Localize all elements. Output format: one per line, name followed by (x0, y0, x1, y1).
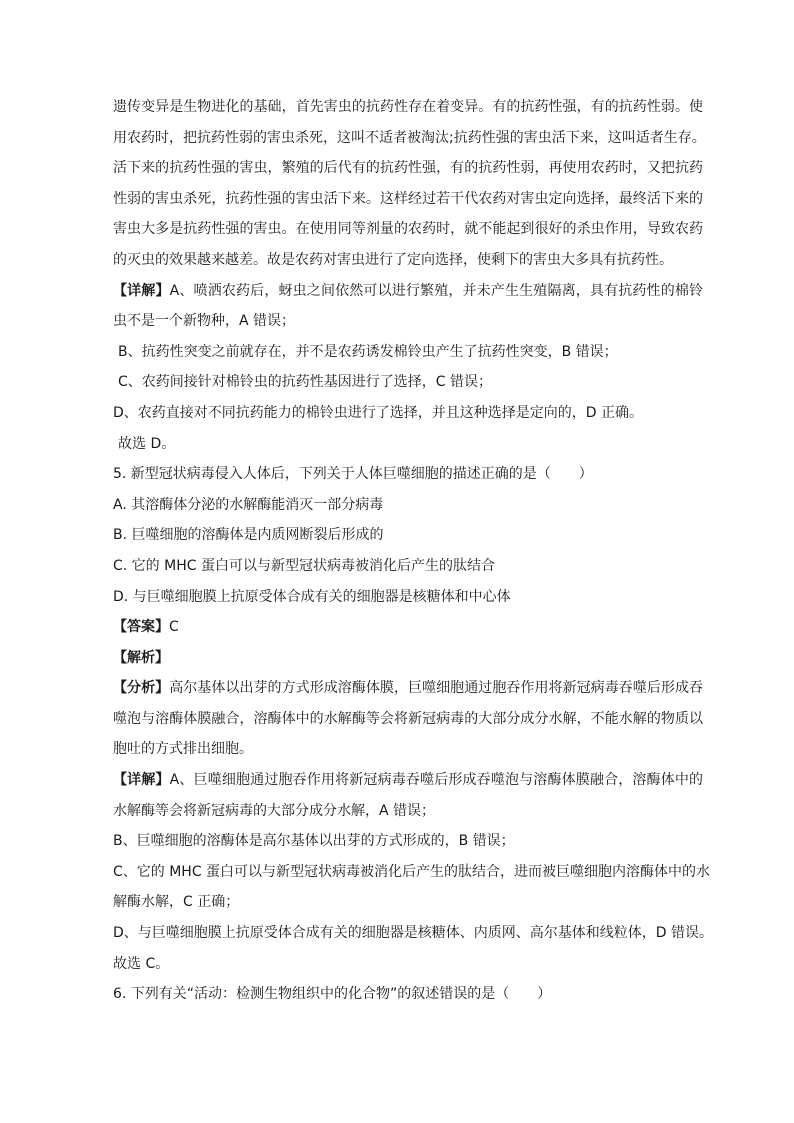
q4-detail-line (113, 282, 703, 300)
detail-tag: 【详解】 (113, 772, 170, 789)
text-line: 活下来的抗药性强的害虫，繁殖的后代有的抗药性强，有的抗药性弱，再使用农药时，又把抗药 (113, 160, 703, 177)
q5-detail-line: 水解酶等会将新冠病毒的大部分成分水解，A 错误； (113, 802, 436, 819)
q5-analysis-line: 胞吐的方式排出细胞。 (113, 741, 253, 758)
q5-detail-line: 解酶水解，C 正确； (113, 894, 240, 911)
text-line: 用农药时，把抗药性弱的害虫杀死，这叫不适者被淘汰;抗药性强的害虫活下来，这叫适者生存。 (113, 129, 706, 146)
analysis-tag: 【解析】 (113, 649, 169, 666)
answer-value: C (169, 619, 179, 636)
q5-option-b: B. 巨噬细胞的溶酶体是内质网断裂后形成的 (113, 527, 384, 544)
q4-option-d-explanation: D、农药直接对不同抗药能力的棉铃虫进行了选择，并且这种选择是定向的，D 正确。 (113, 404, 644, 421)
detail-tag: 【详解】 (113, 282, 170, 299)
text-line: 遗传变异是生物进化的基础，首先害虫的抗药性存在着变异。有的抗药性强，有的抗药性弱。使 (113, 99, 703, 115)
q5-detail-line (113, 771, 703, 789)
document-page (113, 98, 714, 1016)
q4-detail-text: A、喷洒农药后，蚜虫之间依然可以进行繁殖，并未产生生殖隔离，具有抗药性的棉铃 (169, 282, 704, 299)
q5-option-c: C. 它的 MHC 蛋白可以与新型冠状病毒被消化后产生的肽结合 (113, 557, 495, 574)
q4-option-b-explanation: B、抗药性突变之前就存在，并不是农药诱发棉铃虫产生了抗药性突变，B 错误； (118, 343, 618, 360)
text-line: 的灭虫的效果越来越差。故是农药对害虫进行了定向选择，使剩下的害虫大多具有抗药性。 (113, 251, 673, 268)
q4-conclusion: 故选 D。 (118, 435, 176, 452)
q5-option-d: D. 与巨噬细胞膜上抗原受体合成有关的细胞器是核糖体和中心体 (113, 588, 511, 605)
q5-detail-line: D、与巨噬细胞膜上抗原受体合成有关的细胞器是核糖体、内质网、高尔基体和线粒体，D 错误。 (113, 925, 714, 942)
q4-detail-line-2: 虫不是一个新物种，A 错误； (113, 313, 296, 330)
q5-analysis-heading (113, 649, 703, 667)
q5-detail-line: C、它的 MHC 蛋白可以与新型冠状病毒被消化后产生的肽结合，进而被巨噬细胞内溶酶体中的水 (113, 863, 711, 880)
q6-stem: 6. 下列有关“活动：检测生物组织中的化合物”的叙述错误的是（ ） (113, 986, 552, 1003)
q5-stem: 5. 新型冠状病毒侵入人体后，下列关于人体巨噬细胞的描述正确的是（ ） (113, 466, 593, 483)
q5-conclusion: 故选 C。 (113, 955, 170, 972)
q5-analysis-line: 噬泡与溶酶体膜融合，溶酶体中的水解酶等会将新冠病毒的大部分成分水解，不能水解的物质以 (113, 710, 703, 727)
text-line: 害虫大多是抗药性强的害虫。在使用同等剂量的农药时，就不能起到很好的杀虫作用，导致农药 (113, 221, 703, 238)
q5-analysis-line (113, 679, 703, 697)
text-line: 性弱的害虫杀死，抗药性强的害虫活下来。这样经过若干代农药对害虫定向选择，最终活下来的 (113, 190, 703, 207)
analysis-label: 【分析】 (113, 680, 170, 697)
q5-answer (113, 618, 703, 636)
detail-text: A、巨噬细胞通过胞吞作用将新冠病毒吞噬后形成吞噬泡与溶酶体膜融合，溶酶体中的 (169, 772, 704, 789)
q5-detail-line: B、巨噬细胞的溶酶体是高尔基体以出芽的方式形成的，B 错误； (113, 833, 515, 850)
answer-tag: 【答案】 (113, 619, 169, 636)
q4-option-c-explanation: C、农药间接针对棉铃虫的抗药性基因进行了选择，C 错误； (118, 374, 492, 391)
q5-option-a: A. 其溶酶体分泌的水解酶能消灭一部分病毒 (113, 496, 384, 513)
analysis-text: 高尔基体以出芽的方式形成溶酶体膜，巨噬细胞通过胞吞作用将新冠病毒吞噬后形成吞 (169, 680, 704, 697)
